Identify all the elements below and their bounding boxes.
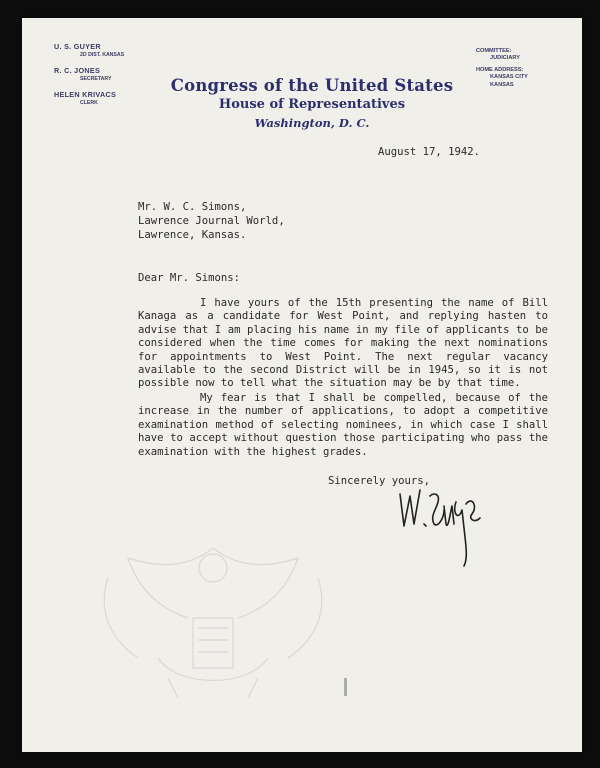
committee-label: COMMITTEE: — [476, 48, 512, 54]
body-paragraph: I have yours of the 15th presenting the name of Bill Kanaga as a candidate for West Point, and replying hasten to advise that I am placing his name in my file of applicants to be considered when the time comes for making the next nominations for appointments to West Point. The next regular vacancy available to the second District will be in 1945, so it is not possible now to tell what the situation may be by that time. — [138, 297, 548, 390]
staff-entry — [54, 42, 174, 58]
recipient-address — [138, 200, 285, 242]
committee-info — [476, 48, 572, 88]
signature-mark — [394, 466, 484, 572]
staff-role: 2D DIST. KANSAS — [80, 52, 125, 58]
address-line: Lawrence, Kansas. — [138, 229, 247, 241]
letterhead-congress: Congress of the United States — [170, 76, 454, 95]
home-address-state: KANSAS — [490, 81, 514, 88]
address-line: Mr. W. C. Simons, — [138, 201, 247, 213]
letterhead — [142, 76, 482, 130]
home-address-city: KANSAS CITY — [490, 74, 528, 81]
letterhead-house: House of Representatives — [218, 97, 406, 112]
address-line: Lawrence Journal World, — [138, 215, 285, 227]
letter-date: August 17, 1942. — [378, 146, 481, 158]
body-paragraph: My fear is that I shall be compelled, because of the increase in the number of applications, to adopt a competitive examination method of selecting nominees, in which case I shall have to accept without question those participating who pass the examination with the highest grades. — [138, 392, 548, 458]
embossed-seal-icon — [68, 508, 358, 708]
letter-sheet — [22, 18, 582, 752]
staff-role: SECRETARY — [80, 76, 112, 82]
home-address-label: HOME ADDRESS: — [476, 67, 524, 74]
staff-role: CLERK — [80, 100, 98, 106]
staff-name: R. C. JONES — [54, 66, 101, 75]
committee-value: JUDICIARY — [490, 55, 520, 61]
staff-name: HELEN KRIVACS — [54, 90, 117, 99]
closing: Sincerely yours, — [328, 475, 431, 487]
letterhead-city: Washington, D. C. — [254, 116, 370, 130]
salutation: Dear Mr. Simons: — [138, 272, 241, 284]
staff-name: U. S. GUYER — [54, 42, 101, 51]
paper-mark — [344, 678, 347, 696]
